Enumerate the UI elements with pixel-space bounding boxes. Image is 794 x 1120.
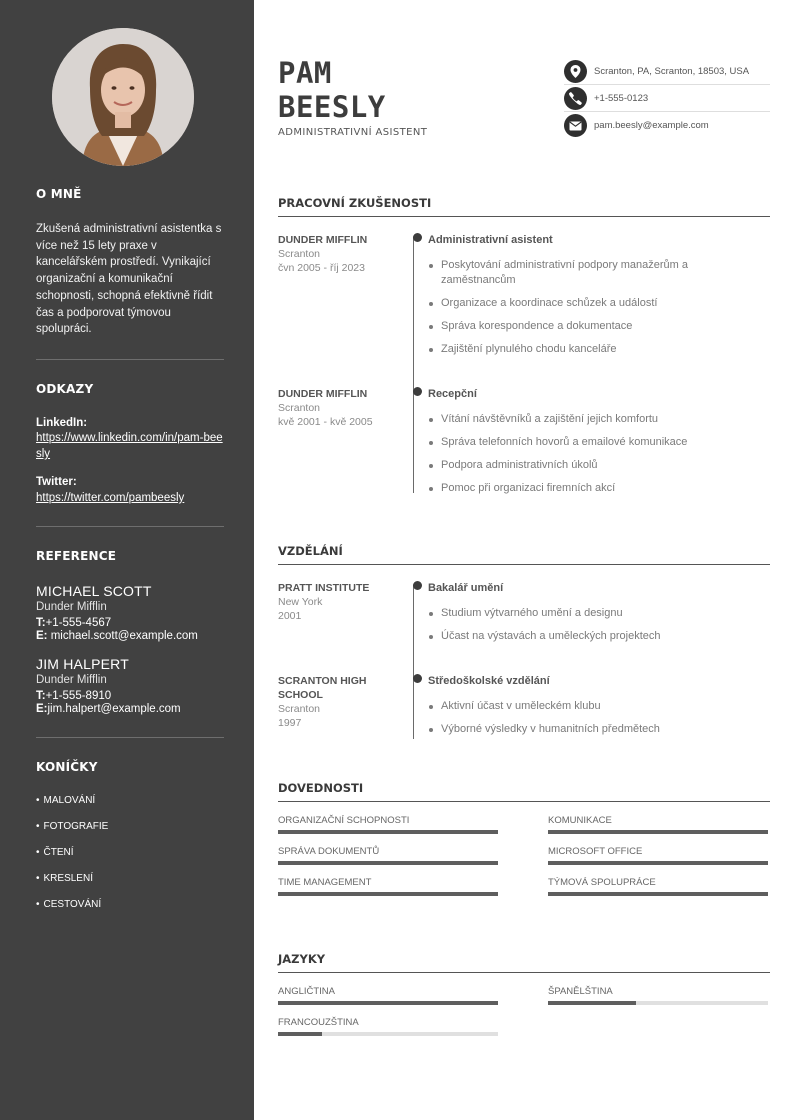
skill-name: TIME MANAGEMENT [278,877,372,888]
duty-item: Poskytování administrativní podpory manažerům a zaměstnancům [428,258,754,288]
duty-item: Pomoc při organizaci firemních akcí [428,481,754,496]
company-name: DUNDER MIFFLIN [278,388,368,400]
linkedin-label: LinkedIn: [36,416,88,429]
duty-item: Správa korespondence a dokumentace [428,319,754,334]
job-title: ADMINISTRATIVNÍ ASISTENT [278,127,428,138]
links-section [36,382,224,507]
skill-name: MICROSOFT OFFICE [548,846,643,857]
linkedin-link[interactable]: https://www.linkedin.com/in/pam-beesly [36,432,223,460]
education-detail-item: Studium výtvarného umění a designu [428,606,754,621]
date-range: čvn 2005 - říj 2023 [278,262,365,274]
reference-phone [36,690,224,702]
skill-level-fill [548,861,768,865]
skill-bar [548,892,768,896]
skill-level-fill [278,861,498,865]
phone-label: T: [36,617,46,630]
skill-item [548,846,770,865]
hobby-item: • MALOVÁNÍ [36,788,224,814]
experience-section [278,196,770,504]
job-role: Recepční [428,388,477,400]
email-label: E: [36,703,48,716]
duty-item: Vítání návštěvníků a zajištění jejich komfortu [428,412,754,427]
graduation-year: 2001 [278,610,302,622]
resume-header [278,0,770,185]
skill-bar [278,830,498,834]
linkedin-block [36,416,224,463]
skill-item [278,877,548,896]
phone-icon [564,87,587,110]
reference-email [36,703,224,715]
language-name: ŠPANĚLŠTINA [548,986,613,997]
skill-bar [278,892,498,896]
address-text: Scranton, PA, Scranton, 18503, USA [594,65,750,77]
school-name: SCRANTON HIGH SCHOOL [278,675,367,701]
skill-item [548,815,770,834]
entry-meta [278,387,414,504]
entry-details [414,581,754,652]
phone-text: +1-555-0123 [594,92,649,104]
about-section [36,187,224,338]
profile-photo-wrap [22,28,224,166]
language-bar [548,1001,768,1005]
entry-details [414,387,754,504]
duty-item: Podpora administrativních úkolů [428,458,754,473]
sidebar [0,0,254,1120]
school-name: PRATT INSTITUTE [278,582,370,594]
phone-value: +1-555-4567 [45,617,112,630]
email-value: michael.scott@example.com [50,630,198,643]
person-name [278,56,478,124]
skill-bar [548,861,768,865]
education-entry [278,581,770,652]
degree-name: Středoškolské vzdělání [428,675,550,687]
first-name: PAM [278,56,332,90]
skill-level-fill [278,830,498,834]
date-range: kvě 2001 - kvě 2005 [278,416,373,428]
experience-entry [278,387,770,504]
links-heading: ODKAZY [36,381,94,396]
education-detail-item: Účast na výstavách a uměleckých projektech [428,629,754,644]
language-bar [278,1001,498,1005]
education-detail-list [428,606,754,644]
profile-photo [52,28,194,166]
duty-item: Správa telefonních hovorů a emailové komunikace [428,435,754,450]
twitter-block [36,475,224,506]
skill-item [278,846,548,865]
hobby-item: • CESTOVÁNÍ [36,892,224,918]
language-level-fill [278,1001,498,1005]
sidebar-divider [36,526,224,527]
reference-name: MICHAEL SCOTT [36,583,152,600]
language-item [278,1017,548,1036]
experience-timeline [278,233,770,504]
languages-section [278,952,770,1048]
education-heading: VZDĚLÁNÍ [278,544,770,565]
skill-name: ORGANIZAČNÍ SCHOPNOSTI [278,815,410,826]
reference-company: Dunder Mifflin [36,601,107,614]
entry-details [414,233,754,365]
phone-label: T: [36,690,46,703]
skills-grid [278,815,770,908]
languages-grid [278,986,770,1048]
degree-name: Bakalář umění [428,582,504,594]
school-location: Scranton [278,703,321,715]
hobbies-heading: KONÍČKY [36,760,98,775]
contact-list [564,58,770,139]
company-location: Scranton [278,402,321,414]
hobby-item: • FOTOGRAFIE [36,814,224,840]
main-content [254,0,794,1120]
company-location: Scranton [278,248,321,260]
language-name: ANGLIČTINA [278,986,336,997]
location-pin-icon [564,60,587,83]
reference-item [36,656,224,715]
twitter-label: Twitter: [36,476,77,489]
duty-list [428,258,754,357]
language-level-fill [278,1032,322,1036]
duty-list [428,412,754,496]
skill-level-fill [548,892,768,896]
skill-item [278,815,548,834]
about-heading: O MNĚ [36,187,82,201]
language-item [278,986,548,1005]
entry-details [414,674,754,745]
language-level-fill [548,1001,636,1005]
skill-name: KOMUNIKACE [548,815,612,826]
reference-phone [36,617,224,629]
sidebar-divider [36,737,224,738]
skill-item [548,877,770,896]
hobby-item: • KRESLENÍ [36,866,224,892]
reference-company: Dunder Mifflin [36,674,107,687]
portrait-illustration [52,28,194,166]
education-detail-item: Aktivní účast v uměleckém klubu [428,699,754,714]
contact-phone [564,85,770,112]
email-text: pam.beesly@example.com [594,120,709,131]
duty-item: Zajištění plynulého chodu kanceláře [428,342,754,357]
email-label: E: [36,630,48,643]
languages-heading: JAZYKY [278,952,770,973]
experience-heading: PRACOVNÍ ZKUŠENOSTI [278,196,770,217]
graduation-year: 1997 [278,717,302,729]
twitter-link[interactable]: https://twitter.com/pambeesly [36,491,185,504]
education-section [278,544,770,745]
language-item [548,986,770,1005]
reference-item [36,583,224,642]
reference-name: JIM HALPERT [36,656,129,673]
hobbies-section [36,760,224,918]
hobby-list [36,788,224,918]
entry-meta [278,581,414,652]
skill-level-fill [278,892,498,896]
company-name: DUNDER MIFFLIN [278,234,368,246]
skill-bar [278,861,498,865]
education-detail-list [428,699,754,737]
skill-name: TÝMOVÁ SPOLUPRÁCE [548,877,656,888]
sidebar-divider [36,359,224,360]
email-icon [564,114,587,137]
hobby-item: • ČTENÍ [36,840,224,866]
skills-heading: DOVEDNOSTI [278,781,770,802]
skill-bar [548,830,768,834]
phone-value: +1-555-8910 [45,690,112,703]
skill-level-fill [548,830,768,834]
about-text: Zkušená administrativní asistentka s více než 15 lety praxe v kancelářském prostředí. Vynikající organizační a komunikační schopnosti, schopná efektivně řídit čas a podporovat týmovou spolupráci. [36,223,222,336]
language-bar [278,1032,498,1036]
school-location: New York [278,596,323,608]
language-name: FRANCOUZŠTINA [278,1017,359,1028]
entry-meta [278,674,414,745]
references-heading: REFERENCE [36,549,117,564]
skill-name: SPRÁVA DOKUMENTŮ [278,846,380,857]
experience-entry [278,233,770,365]
last-name: BEESLY [278,90,386,124]
entry-meta [278,233,414,365]
education-timeline [278,581,770,745]
references-section [36,549,224,715]
job-role: Administrativní asistent [428,234,553,246]
contact-email [564,112,770,139]
duty-item: Organizace a koordinace schůzek a událostí [428,296,754,311]
email-value: jim.halpert@example.com [47,703,181,716]
skills-section [278,781,770,908]
education-detail-item: Výborné výsledky v humanitních předmětech [428,722,754,737]
reference-email [36,630,224,642]
education-entry [278,674,770,745]
contact-address [564,58,770,85]
